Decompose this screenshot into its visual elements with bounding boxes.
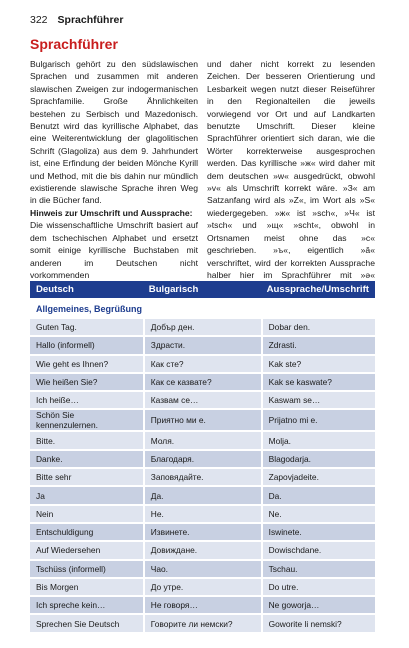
table-header-row [30, 281, 375, 298]
cell-bulgarisch: Приятно ми е. [143, 410, 261, 430]
table-row [30, 506, 375, 522]
cell-umschrift: Ne. [261, 506, 375, 522]
cell-umschrift: Kaswam se… [261, 392, 375, 408]
table-row [30, 374, 375, 390]
section-row [30, 300, 375, 317]
running-title: Sprachführer [57, 14, 124, 26]
cell-bulgarisch: Благодаря. [143, 451, 261, 467]
table-row [30, 487, 375, 503]
cell-bulgarisch: Извинете. [143, 524, 261, 540]
table-row [30, 337, 375, 353]
intro-heading: Hinweis zur Umschrift und Aussprache: [30, 207, 193, 218]
cell-bulgarisch: До утре. [143, 579, 261, 595]
cell-umschrift: Iswinete. [261, 524, 375, 540]
cell-umschrift: Zdrasti. [261, 337, 375, 353]
section-title: Allgemeines, Begrüßung [30, 300, 375, 317]
cell-deutsch: Wie geht es Ihnen? [30, 356, 143, 372]
table-row [30, 319, 375, 335]
page-header [30, 14, 123, 26]
cell-umschrift: Blagodarja. [261, 451, 375, 467]
cell-bulgarisch: Моля. [143, 432, 261, 448]
intro-paragraph: Bulgarisch gehört zu den südslawischen Sprachen und zusammen mit anderen slawischen Zweigen zur indogermanischen Sprachfamilie. Große Ähnlichkeiten bestehen zu Serbisch und Mazedonisch. Benutzt wird das kyrillische Alphabet, das eine Weiterentwicklung der glagolitischen Schrift (Glagoliza) aus dem 9. Jahrhundert ist, eine Erfindung der beiden Mönche Kyrill und Method, mit die bis dahin nur mündlich existierende slawische Sprache ihren Weg in die Bücher fand. [30, 59, 198, 206]
cell-umschrift: Do utre. [261, 579, 375, 595]
cell-bulgarisch: Не. [143, 506, 261, 522]
cell-deutsch: Ja [30, 487, 143, 503]
cell-deutsch: Ich spreche kein… [30, 597, 143, 613]
table-row [30, 561, 375, 577]
table-row [30, 597, 375, 613]
cell-deutsch: Hallo (informell) [30, 337, 143, 353]
phrase-table [30, 279, 375, 634]
page-number: 322 [30, 14, 48, 26]
cell-bulgarisch: Чао. [143, 561, 261, 577]
cell-bulgarisch: Говорите ли немски? [143, 615, 261, 631]
cell-deutsch: Wie heißen Sie? [30, 374, 143, 390]
table-row [30, 356, 375, 372]
column-header-bulgarisch: Bulgarisch [143, 281, 261, 298]
table-row [30, 579, 375, 595]
cell-deutsch: Sprechen Sie Deutsch [30, 615, 143, 631]
cell-deutsch: Bitte. [30, 432, 143, 448]
cell-deutsch: Ich heiße… [30, 392, 143, 408]
cell-bulgarisch: Казвам се… [143, 392, 261, 408]
table-row [30, 524, 375, 540]
table-row [30, 469, 375, 485]
column-header-aussprache: Aussprache/Umschrift [261, 281, 375, 298]
cell-umschrift: Goworite li nemski? [261, 615, 375, 631]
intro-right-column [207, 58, 375, 294]
table-row [30, 410, 375, 430]
table-row [30, 451, 375, 467]
cell-umschrift: Zapovjadeite. [261, 469, 375, 485]
intro-left-column [30, 58, 198, 294]
cell-deutsch: Bitte sehr [30, 469, 143, 485]
cell-bulgarisch: Довиждане. [143, 542, 261, 558]
table-row [30, 392, 375, 408]
cell-umschrift: Dowischdane. [261, 542, 375, 558]
cell-bulgarisch: Да. [143, 487, 261, 503]
cell-bulgarisch: Здрасти. [143, 337, 261, 353]
cell-umschrift: Ne goworja… [261, 597, 375, 613]
intro-paragraph: und daher nicht korrekt zu lesenden Zeichen. Der besseren Orientierung und Lesbarkeit wegen nutzt dieser Reiseführer in den Regionalteilen die jeweils vorwiegend vor Ort und auf Landkarten benutzte Umschrift. Dieser kleine Sprachführer orientiert sich daran, wie die Wörter korrekterweise ausgesprochen werden. Das kyrillische »ж« wird daher mit dem deutschen »w« ausgedrückt, obwohl »v« als Umschrift korrekt wäre. »З« am Satzanfang wird als »Z«, im Wort als »S« wiedergegeben. »ж« ist »sch«, »Ч« ist »tsch« und »щ« »scht«, obwohl in Ortsnamen meist ohne das »c« geschrieben. »ъ«, eigentlich »ǎ« verschriftet, wird der korrekten Aussprache halber hier im Sprachführer mit »ǝ« [207, 59, 375, 280]
cell-deutsch: Auf Wiedersehen [30, 542, 143, 558]
cell-umschrift: Kak se kaswate? [261, 374, 375, 390]
cell-deutsch: Danke. [30, 451, 143, 467]
cell-umschrift: Tschau. [261, 561, 375, 577]
cell-bulgarisch: Не говоря… [143, 597, 261, 613]
cell-deutsch: Nein [30, 506, 143, 522]
cell-deutsch: Schön Sie kennenzulernen. [30, 410, 143, 430]
table-row [30, 542, 375, 558]
cell-umschrift: Da. [261, 487, 375, 503]
cell-umschrift: Dobar den. [261, 319, 375, 335]
cell-deutsch: Bis Morgen [30, 579, 143, 595]
cell-umschrift: Molja. [261, 432, 375, 448]
cell-umschrift: Kak ste? [261, 356, 375, 372]
cell-deutsch: Tschüss (informell) [30, 561, 143, 577]
intro-paragraph: Die wissenschaftliche Umschrift basiert auf dem tschechischen Alphabet und ersetzt somit einige kyrillische Buchstaben mit anderen im Deutschen nicht vorkommenden [30, 220, 198, 280]
cell-bulgarisch: Заповядайте. [143, 469, 261, 485]
column-header-deutsch: Deutsch [30, 281, 143, 298]
cell-umschrift: Prijatno mi e. [261, 410, 375, 430]
cell-bulgarisch: Как се казвате? [143, 374, 261, 390]
cell-deutsch: Entschuldigung [30, 524, 143, 540]
page-title: Sprachführer [30, 36, 118, 52]
table-row [30, 432, 375, 448]
table-row [30, 615, 375, 631]
cell-bulgarisch: Добър ден. [143, 319, 261, 335]
cell-bulgarisch: Как сте? [143, 356, 261, 372]
cell-deutsch: Guten Tag. [30, 319, 143, 335]
intro-text [30, 58, 375, 294]
